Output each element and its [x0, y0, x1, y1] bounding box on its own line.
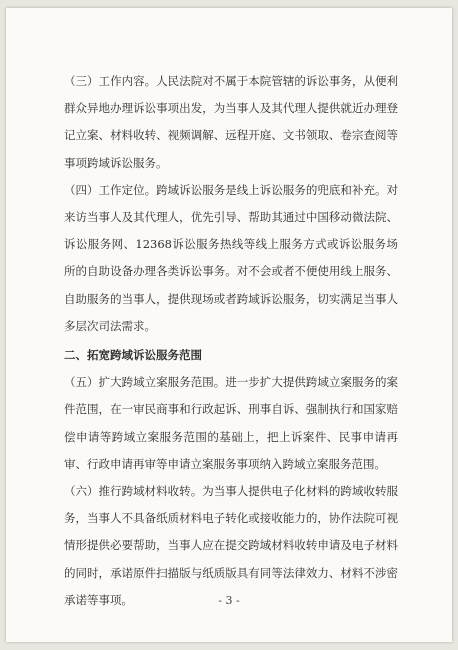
page-number: - 3 -	[218, 594, 240, 607]
paragraph-work-content: （三）工作内容。人民法院对不属于本院管辖的诉讼事务，从便利群众异地办理诉讼事项出发，为当事人及其代理人提供就近办理登记立案、材料收转、视频调解、远程开庭、文书领取、卷宗查阅等事项跨域诉讼服务。	[64, 74, 398, 170]
page-body	[64, 68, 398, 614]
paragraph-material-transfer: （六）推行跨域材料收转。为当事人提供电子化材料的跨域收转服务，当事人不具备纸质材料电子转化或接收能力的，协作法院可视情形提供必要帮助，当事人应在提交跨域材料收转申请及电子材料的同时，承诺原件扫描版与纸质版具有同等法律效力、材料不涉密承诺等事项。	[64, 484, 398, 607]
document-page	[6, 8, 452, 642]
paragraph-work-positioning: （四）工作定位。跨域诉讼服务是线上诉讼服务的兜底和补充。对来访当事人及其代理人，优先引导、帮助其通过中国移动微法院、诉讼服务网、12368诉讼服务热线等线上服务方式或诉讼服务场所的自助设备办理各类诉讼事务。对不会或者不便使用线上服务、自助服务的当事人，提供现场或者跨域诉讼服务，切实满足当事人多层次司法需求。	[64, 182, 398, 333]
paragraph-expand-filing-scope: （五）扩大跨域立案服务范围。进一步扩大提供跨域立案服务的案件范围，在一审民商事和行政起诉、刑事自诉、强制执行和国家赔偿申请等跨域立案服务范围的基础上，把上诉案件、民事申请再审、行政申请再审等申请立案服务事项纳入跨域立案服务范围。	[64, 375, 398, 471]
section-heading: 二、拓宽跨域诉讼服务范围	[64, 348, 202, 363]
